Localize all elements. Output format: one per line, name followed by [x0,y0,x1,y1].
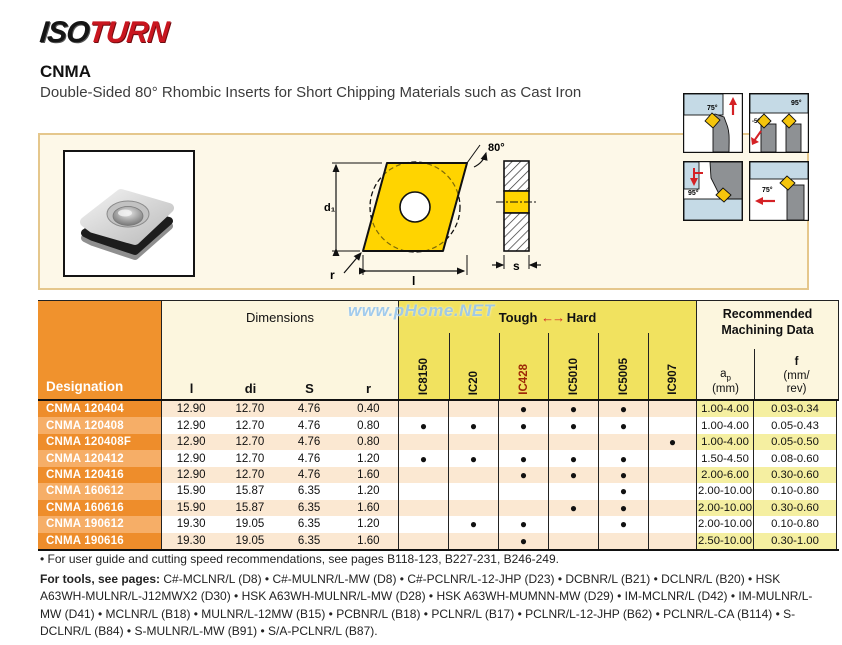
ap-value-cell: 2.50-10.00 [696,533,753,549]
table-row-cnma-120412 [38,450,839,466]
grade-col-header-ic8150 [399,333,449,399]
grade-dot-cell-ic8150 [398,533,448,549]
logo-iso-text: ISO [38,16,91,49]
designation-cell: CNMA 120416 [38,467,161,483]
grade-dot-cell-ic5010: ● [548,401,598,417]
ap-value-cell: 1.00-4.00 [696,417,753,433]
r-value-cell: 1.60 [339,500,398,516]
di-value-cell: 12.70 [220,401,279,417]
grade-dot-cell-ic907 [648,450,696,466]
page-subtitle: Double-Sided 80° Rhombic Inserts for Short Chipping Materials such as Cast Iron [40,84,582,101]
grade-dot-cell-ic5010 [548,483,598,499]
grade-dot-cell-ic8150 [398,516,448,532]
grade-col-header-ic20 [449,333,499,399]
dim-l-label: l [412,274,416,288]
f-value-cell: 0.08-0.60 [753,450,837,466]
dim-angle-label: 80° [488,142,505,154]
diagram2-angle-label: 95° [791,100,802,107]
ap-unit: (mm) [712,382,739,395]
rec-title-line1: Recommended [722,307,813,321]
grade-dot-cell-ic20 [448,434,498,450]
r-value-cell: 1.60 [339,533,398,549]
f-value-cell: 0.30-0.60 [753,500,837,516]
s-value-cell: 6.35 [280,483,339,499]
grade-dot-cell-ic5005 [598,434,648,450]
dimensions-title: Dimensions [246,310,314,325]
s-value-cell: 6.35 [280,500,339,516]
designation-cell: CNMA 120412 [38,450,161,466]
tools-note-label: For tools, see pages: [40,572,161,586]
l-value-cell: 12.90 [161,417,220,433]
f-value-cell: 0.05-0.43 [753,417,837,433]
logo-turn-text: TURN [87,16,170,49]
s-value-cell: 6.35 [280,516,339,532]
grade-dot-cell-ic8150 [398,500,448,516]
f-symbol: f [794,356,799,369]
grade-dot-cell-ic5010 [548,434,598,450]
hard-label: Hard [566,310,597,325]
application-diagrams [683,93,809,221]
designation-cell: CNMA 120408 [38,417,161,433]
f-unit-line2: rev) [786,382,807,395]
grade-dot-cell-ic20: ● [448,417,498,433]
di-value-cell: 12.70 [220,434,279,450]
r-value-cell: 1.20 [339,450,398,466]
di-value-cell: 15.87 [220,483,279,499]
dim-col-header-di: di [244,381,257,396]
ap-value-cell: 2.00-10.00 [696,516,753,532]
f-value-cell: 0.30-0.60 [753,467,837,483]
ap-value-cell: 1.50-4.50 [696,450,753,466]
table-body [38,401,839,551]
f-value-cell: 0.10-0.80 [753,483,837,499]
dim-col-header-r: r [365,381,372,396]
dimension-column-labels [162,381,398,399]
insert-photo-render [65,152,193,275]
f-column-header [754,349,838,399]
watermark: www.pHome.NET [348,301,495,320]
insert-technical-drawing [322,139,544,289]
grade-dot-cell-ic907 [648,417,696,433]
grade-dot-cell-ic5005: ● [598,500,648,516]
l-value-cell: 12.90 [161,401,220,417]
s-value-cell: 4.76 [280,434,339,450]
grade-label: IC428 [518,364,531,395]
page-title: CNMA [40,62,91,81]
grade-dot-cell-ic5010 [548,533,598,549]
tools-reference-note [40,571,818,641]
tough-label: Tough [498,310,538,325]
grade-dot-cell-ic907 [648,401,696,417]
grade-dot-cell-ic20 [448,401,498,417]
f-unit-line1: (mm/ [783,369,810,382]
ap-value-cell: 2.00-6.00 [696,467,753,483]
f-value-cell: 0.30-1.00 [753,533,837,549]
s-value-cell: 6.35 [280,533,339,549]
user-guide-note: • For user guide and cutting speed recommendations, see pages B118-123, B227-231, B246-249. [40,552,559,566]
l-value-cell: 19.30 [161,533,220,549]
ap-value-cell: 1.00-4.00 [696,401,753,417]
di-value-cell: 15.87 [220,500,279,516]
l-value-cell: 15.90 [161,483,220,499]
f-value-cell: 0.03-0.34 [753,401,837,417]
grade-dot-cell-ic8150 [398,467,448,483]
r-value-cell: 0.80 [339,417,398,433]
grade-dot-cell-ic8150: ● [398,450,448,466]
l-value-cell: 12.90 [161,467,220,483]
grade-dot-cell-ic428: ● [498,467,548,483]
rec-title-line2: Machining Data [721,322,814,337]
grade-col-header-ic428 [499,333,549,399]
designation-cell: CNMA 120404 [38,401,161,417]
grade-dot-cell-ic8150 [398,434,448,450]
dim-r-label: r [330,268,335,282]
table-row-cnma-160616 [38,500,839,516]
designation-cell: CNMA 190616 [38,533,161,549]
grade-dot-cell-ic428: ● [498,450,548,466]
recommended-machining-header [696,301,839,399]
grade-label: IC907 [666,364,679,395]
r-value-cell: 0.80 [339,434,398,450]
r-value-cell: 1.20 [339,483,398,499]
grade-dot-cell-ic5010: ● [548,467,598,483]
grade-dot-cell-ic20: ● [448,450,498,466]
grade-dot-cell-ic5005: ● [598,467,648,483]
grade-col-header-ic907 [648,333,696,399]
grade-label: IC8150 [417,357,430,395]
grade-col-header-ic5010 [548,333,598,399]
di-value-cell: 12.70 [220,450,279,466]
grade-dot-cell-ic5010: ● [548,450,598,466]
grade-dot-cell-ic428 [498,434,548,450]
grade-dot-cell-ic5010 [548,516,598,532]
dim-col-header-l: l [189,381,194,396]
grade-dot-cell-ic5005: ● [598,450,648,466]
diagram2-angle2-label: -5° [752,119,760,125]
grade-dot-cell-ic428: ● [498,417,548,433]
grade-dot-cell-ic907: ● [648,434,696,450]
table-row-cnma-120416 [38,467,839,483]
grade-dot-cell-ic428: ● [498,516,548,532]
ap-value-cell: 1.00-4.00 [696,434,753,450]
ap-value-cell: 2.00-10.00 [696,500,753,516]
dim-col-header-S: S [305,381,314,396]
f-value-cell: 0.05-0.50 [753,434,837,450]
ap-symbol: a [720,368,727,381]
grade-dot-cell-ic5005: ● [598,401,648,417]
application-diagram-95deg-double [749,93,809,153]
r-value-cell: 0.40 [339,401,398,417]
application-diagram-95deg-facing [683,161,743,221]
isoturn-logo [38,16,170,50]
grade-dot-cell-ic5005: ● [598,417,648,433]
machining-sub-headers [697,349,838,399]
di-value-cell: 12.70 [220,467,279,483]
designation-cell: CNMA 190612 [38,516,161,532]
table-row-cnma-120408 [38,417,839,433]
grade-dot-cell-ic8150 [398,401,448,417]
table-row-cnma-120404 [38,401,839,417]
tough-hard-arrow-icon: ←→ [541,310,564,325]
l-value-cell: 12.90 [161,450,220,466]
di-value-cell: 12.70 [220,417,279,433]
grade-dot-cell-ic907 [648,516,696,532]
di-value-cell: 19.05 [220,533,279,549]
l-value-cell: 19.30 [161,516,220,532]
grade-dot-cell-ic428 [498,500,548,516]
grade-dot-cell-ic20: ● [448,516,498,532]
grade-dot-cell-ic5010: ● [548,417,598,433]
table-row-cnma-120408f [38,434,839,450]
grade-dot-cell-ic907 [648,533,696,549]
application-diagram-75deg-turning [749,161,809,221]
di-value-cell: 19.05 [220,516,279,532]
ap-column-header [697,349,754,399]
grade-dot-cell-ic907 [648,483,696,499]
grade-dot-cell-ic20 [448,500,498,516]
dim-d1-label: d₁ [324,202,336,214]
table-row-cnma-190616 [38,533,839,549]
l-value-cell: 15.90 [161,500,220,516]
insert-photo [63,150,195,277]
application-diagram-75deg-external [683,93,743,153]
l-value-cell: 12.90 [161,434,220,450]
designation-cell: CNMA 160612 [38,483,161,499]
grade-column-labels [399,333,696,399]
designation-cell: CNMA 160616 [38,500,161,516]
grade-label: IC5005 [617,357,630,395]
grade-dot-cell-ic5005 [598,533,648,549]
grade-label: IC5010 [567,357,580,395]
grade-dot-cell-ic428: ● [498,533,548,549]
table-row-cnma-190612 [38,516,839,532]
dim-s-label: s [513,259,520,273]
r-value-cell: 1.20 [339,516,398,532]
grade-dot-cell-ic20 [448,533,498,549]
grade-dot-cell-ic8150: ● [398,417,448,433]
ap-subscript: p [726,373,731,383]
ap-value-cell: 2.00-10.00 [696,483,753,499]
grade-dot-cell-ic5005: ● [598,516,648,532]
recommended-machining-title [697,301,838,338]
diagram1-angle-label: 75° [707,105,718,112]
grade-label: IC20 [468,370,481,395]
grade-col-header-ic5005 [598,333,648,399]
table-row-cnma-160612 [38,483,839,499]
s-value-cell: 4.76 [280,417,339,433]
grade-dot-cell-ic907 [648,467,696,483]
s-value-cell: 4.76 [280,450,339,466]
diagram4-angle-label: 75° [762,187,773,194]
grade-dot-cell-ic907 [648,500,696,516]
s-value-cell: 4.76 [280,467,339,483]
r-value-cell: 1.60 [339,467,398,483]
insert-catalog-table [38,300,839,551]
grade-dot-cell-ic20 [448,467,498,483]
tools-note-text: C#-MCLNR/L (D8) • C#-MULNR/L-MW (D8) • C#-PCLNR/L-12-JHP (D23) • DCBNR/L (B21) • DCLNR/L (B20) • HSK A63WH-MULNR/L-J12MWX2 (D30) • HSK A63WH-MULNR/L-MW (D28) • HSK A63WH-MUMNN-MW (D29) • IM-MCLNR/L (D42) • IM-MULNR/L-MW (D41) • MCLNR/L (B18) • MULNR/L-12MW (B15) • PCBNR/L (B18) • PCLNR/L (B17) • PCLNR/L-12-JHP (B62) • PCLNR/L-CA (B114) • S-DCLNR/L (B84) • S-MULNR/L-MW (B91) • S/A-PCLNR/L (B87). [40,572,813,639]
s-value-cell: 4.76 [280,401,339,417]
grade-dot-cell-ic8150 [398,483,448,499]
f-value-cell: 0.10-0.80 [753,516,837,532]
diagram3-angle-label: 95° [688,190,699,197]
designation-cell: CNMA 120408F [38,434,161,450]
grade-dot-cell-ic5010: ● [548,500,598,516]
designation-column-header: Designation [38,301,161,399]
grade-dot-cell-ic5005: ● [598,483,648,499]
grade-dot-cell-ic20 [448,483,498,499]
grade-dot-cell-ic428: ● [498,401,548,417]
grade-dot-cell-ic428 [498,483,548,499]
